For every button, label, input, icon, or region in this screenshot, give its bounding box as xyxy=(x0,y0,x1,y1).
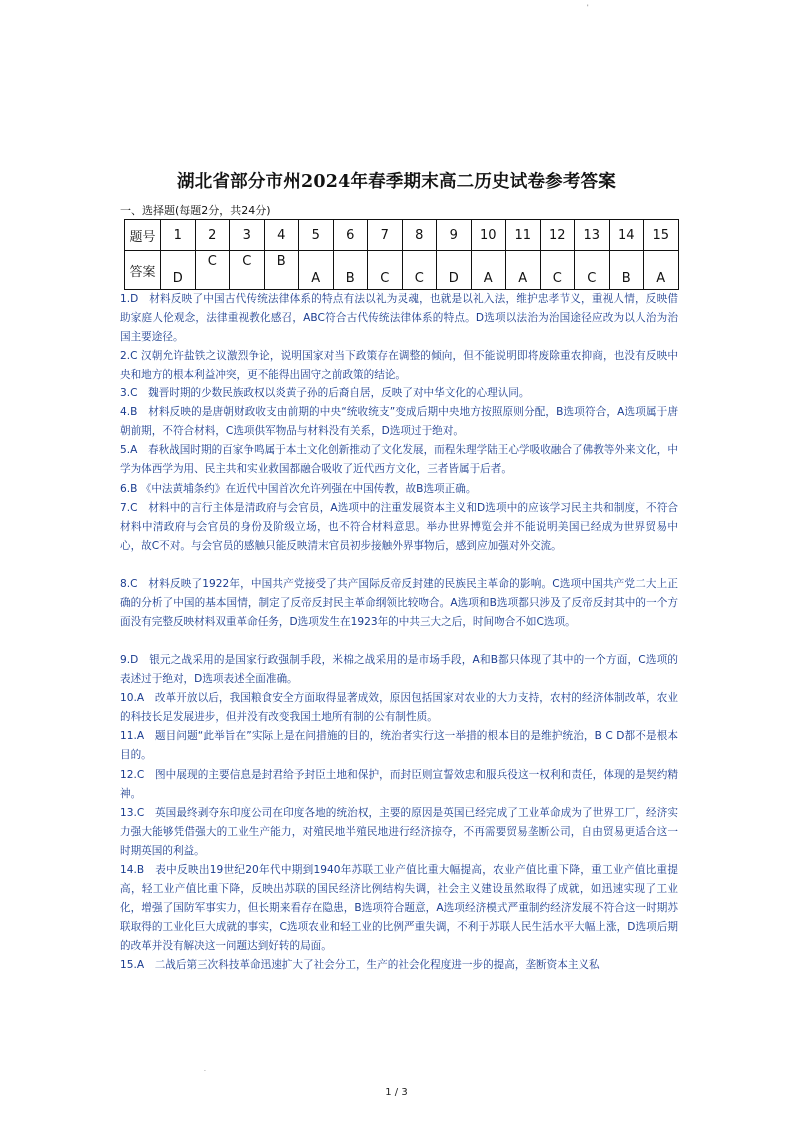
answer-cell: C xyxy=(402,251,437,290)
answer-cell: B xyxy=(264,251,299,290)
answer-table xyxy=(124,219,679,290)
question-number: 7 xyxy=(368,220,403,251)
explanation-6: 6.B 《中法黄埔条约》在近代中国首次允许列强在中国传教，故B选项正确。 xyxy=(120,483,477,495)
question-number: 10 xyxy=(471,220,506,251)
answer-cell: A xyxy=(471,251,506,290)
question-number: 2 xyxy=(195,220,230,251)
answer-label: 答案 xyxy=(125,251,161,290)
section-heading: 一、选择题(每题2分，共24分) xyxy=(120,204,271,217)
explanation-14: 14.B 表中反映出19世纪20年代中期到1940年苏联工业产值比重大幅提高，农业产值比重下降，重工业产值比重提高，轻工业产值比重下降，反映出苏联的国民经济比例结构失调，社会主义建设虽然取得了成就，如迅速实现了工业化，增强了国防军事实力，但长期来看存在隐患，B选项符合题意，A选项经济模式严重制约经济发展不符合这一时期苏联取得的工业化巨大成就的事实，C选项农业和轻工业的比例严重失调，不利于苏联人民生活水平大幅上涨，D选项后期的改革并没有解决这一问题达到好转的局面。 xyxy=(120,864,678,952)
page-title: 湖北省部分市州2024年春季期末高二历史试卷参考答案 xyxy=(177,172,616,192)
answer-cell: C xyxy=(575,251,610,290)
corner-mark: . xyxy=(204,1066,206,1073)
explanation-15: 15.A 二战后第三次科技革命迅速扩大了社会分工，生产的社会化程度进一步的提高，垄断资本主义私 xyxy=(120,959,600,971)
answer-row xyxy=(125,251,679,290)
question-number: 12 xyxy=(540,220,575,251)
question-number: 1 xyxy=(161,220,196,251)
question-number: 14 xyxy=(609,220,644,251)
page-number: 1 / 3 xyxy=(385,1087,408,1098)
question-number: 4 xyxy=(264,220,299,251)
explanation-1: 1.D 材料反映了中国古代传统法律体系的特点有法以礼为灵魂，也就是以礼入法，维护忠孝节义，重视人情，反映借助家庭人伦观念，法律重视教化感召，ABC符合古代传统法律体系的特点。D选项以法治为治国途径应改为以人治为治国主要途径。 xyxy=(120,293,678,343)
question-number-label: 题号 xyxy=(125,220,161,251)
question-number-row xyxy=(125,220,679,251)
question-number: 6 xyxy=(333,220,368,251)
explanation-10: 10.A 改革开放以后，我国粮食安全方面取得显著成效，原因包括国家对农业的大力支持，农村的经济体制改革，农业的科技长足发展进步，但并没有改变我国土地所有制的公有制性质。 xyxy=(120,692,678,723)
explanation-2: 2.C 汉朝允许盐铁之议激烈争论，说明国家对当下政策存在调整的倾向，但不能说明即将废除重农抑商，也没有反映中央和地方的根本利益冲突，更不能得出固守之前政策的结论。 xyxy=(120,350,678,381)
answer-cell: C xyxy=(195,251,230,290)
explanation-4: 4.B 材料反映的是唐朝财政收支由前期的中央“统收统支”变成后期中央地方按照原则分配，B选项符合，A选项属于唐朝前期，不符合材料，C选项供军物品与材料没有关系，D选项过于绝对。 xyxy=(120,406,678,437)
answer-cell: C xyxy=(540,251,575,290)
question-number: 8 xyxy=(402,220,437,251)
answer-cell: B xyxy=(609,251,644,290)
answer-cell: C xyxy=(368,251,403,290)
answer-cell: A xyxy=(506,251,541,290)
answer-cell: D xyxy=(437,251,472,290)
explanation-12: 12.C 图中展现的主要信息是封君给予封臣土地和保护，而封臣则宣誓效忠和服兵役这一权利和责任，体现的是契约精神。 xyxy=(120,769,678,800)
corner-mark: ' xyxy=(587,4,589,11)
question-number: 3 xyxy=(230,220,265,251)
explanation-9: 9.D 银元之战采用的是国家行政强制手段，米棉之战采用的是市场手段，A和B都只体现了其中的一个方面，C选项的表述过于绝对，D选项表述全面准确。 xyxy=(120,654,678,685)
answer-cell: B xyxy=(333,251,368,290)
question-number: 13 xyxy=(575,220,610,251)
explanation-3: 3.C 魏晋时期的少数民族政权以炎黄子孙的后裔自居，反映了对中华文化的心理认同。 xyxy=(120,387,530,399)
explanation-11: 11.A 题目问题“此举旨在”实际上是在问措施的目的，统治者实行这一举措的根本目的是维护统治，B C D都不是根本目的。 xyxy=(120,730,678,761)
question-number: 11 xyxy=(506,220,541,251)
explanation-8: 8.C 材料反映了1922年，中国共产党接受了共产国际反帝反封建的民族民主革命的影响。C选项中国共产党二大上正确的分析了中国的基本国情，制定了反帝反封民主革命纲领比较吻合。A选项和B选项都只涉及了反帝反封其中的一个方面没有完整反映材料双重革命任务，D选项发生在1923年的中共三大之后，时间吻合不如C选项。 xyxy=(120,578,678,628)
explanation-7: 7.C 材料中的言行主体是清政府与会官员，A选项中的注重发展资本主义和D选项中的应该学习民主共和制度，不符合材料中清政府与会官员的身份及阶级立场，也不符合材料意思。举办世界博览会并不能说明美国已经成为世界贸易中心，故C不对。与会官员的感触只能反映清末官员初步接触外界事物后，感到应加强对外交流。 xyxy=(120,502,678,552)
answer-cell: C xyxy=(230,251,265,290)
question-number: 5 xyxy=(299,220,334,251)
explanation-5: 5.A 春秋战国时期的百家争鸣属于本土文化创新推动了文化发展，而程朱理学陆王心学吸收融合了佛教等外来文化，中学为体西学为用、民主共和实业救国都融合吸收了近代西方文化，三者皆属于后者。 xyxy=(120,444,678,475)
answer-cell: D xyxy=(161,251,196,290)
explanation-13: 13.C 英国最终剥夺东印度公司在印度各地的统治权，主要的原因是英国已经完成了工业革命成为了世界工厂，经济实力强大能够凭借强大的工业生产能力，对殖民地半殖民地进行经济掠夺，不再需要贸易垄断公司，自由贸易更适合这一时期英国的利益。 xyxy=(120,807,678,857)
question-number: 15 xyxy=(644,220,679,251)
answer-cell: A xyxy=(644,251,679,290)
question-number: 9 xyxy=(437,220,472,251)
answer-cell: A xyxy=(299,251,334,290)
